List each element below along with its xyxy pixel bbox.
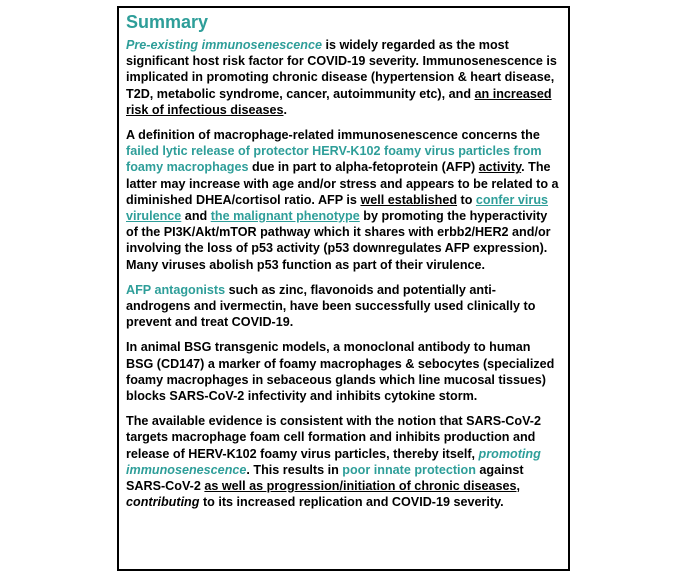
body-text: due in part to alpha-fetoprotein (AFP) — [248, 160, 479, 175]
body-text: A definition of macrophage-related immunosenescence concerns the — [126, 128, 540, 143]
paragraph-bsg-models — [126, 339, 560, 404]
paragraph-immunosenescence — [126, 37, 560, 118]
body-text: against SARS-CoV-2 — [126, 462, 524, 494]
body-text: . — [283, 102, 287, 117]
highlight-link-text: the malignant phenotype — [210, 209, 360, 224]
underlined-text: activity — [478, 160, 522, 175]
underlined-text: well established — [360, 192, 458, 207]
highlight-text: promoting immunosenescence — [126, 446, 541, 477]
paragraph-macrophage-definition — [126, 127, 560, 273]
body-text: such as zinc, flavonoids and potentially anti-androgens and ivermectin, have been successfully used clinically to prevent and treat COVID-19. — [126, 282, 536, 330]
body-text: and — [181, 209, 211, 224]
body-text: . This results in — [246, 462, 343, 477]
underlined-text: as well as progression/initiation of chronic diseases — [204, 479, 517, 494]
paragraph-evidence — [126, 413, 560, 510]
body-text: by promoting the hyperactivity of the PI3K/Akt/mTOR pathway which it shares with erbb2/HER2 and/or involving the loss of p53 activity (p53 downregulates AFP expression). Many viruses abolish p53 function as part of their virulence. — [126, 209, 551, 272]
paragraph-afp-antagonists — [126, 282, 560, 331]
body-text: to its increased replication and COVID-19 severity. — [199, 495, 504, 510]
italic-text: contributing — [126, 495, 200, 510]
summary-title: Summary — [126, 12, 209, 32]
body-text: is widely regarded as the most significant host risk factor for COVID-19 severity. Immunosenescence is implicated in promoting chronic disease (hypertension & heart disease, T2D, metabolic syndrome, cancer, autoimmunity etc), and — [126, 38, 557, 101]
body-text: . The latter may increase with age and/or stress and appears to be related to a diminished DHEA/cortisol ratio. AFP is — [126, 160, 559, 207]
summary-box — [117, 6, 570, 571]
body-text: In animal BSG transgenic models, a monoclonal antibody to human BSG (CD147) a marker of foamy macrophages & sebocytes (specialized foamy macrophages in sebaceous glands which line mucosal tissues) blocks SARS-CoV-2 infectivity and inhibits cytokine storm. — [126, 340, 555, 404]
highlight-text: failed lytic release of protector HERV-K102 foamy virus particles from foamy macrophages — [126, 144, 542, 175]
highlight-text: AFP antagonists — [126, 282, 226, 297]
highlight-text: poor innate protection — [342, 462, 476, 477]
body-text: to — [457, 192, 476, 207]
body-text: The available evidence is consistent with the notion that SARS-CoV-2 targets macrophage foam cell formation and inhibits production and release of HERV-K102 foamy virus particles, thereby itself, — [126, 414, 541, 461]
body-text: , — [516, 479, 521, 494]
highlight-link-text: confer virus virulence — [126, 192, 549, 224]
highlight-text: Pre-existing immunosenescence — [126, 38, 322, 52]
underlined-text: an increased risk of infectious diseases — [126, 86, 552, 117]
